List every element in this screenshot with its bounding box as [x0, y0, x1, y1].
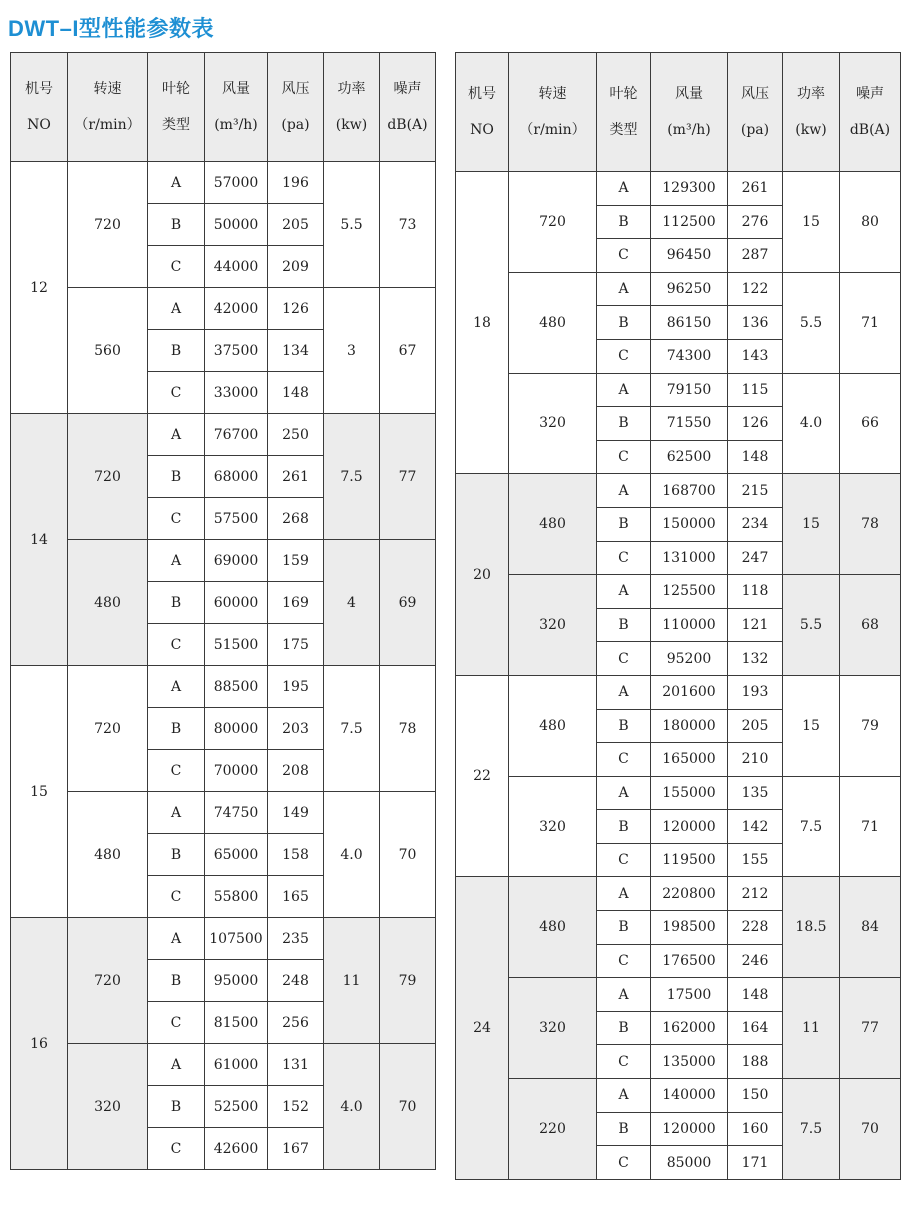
- cell-air-flow: 168700: [651, 474, 728, 508]
- cell-air-flow: 51500: [205, 624, 268, 666]
- cell-pressure: 234: [728, 507, 783, 541]
- header-speed-line1: 转速: [538, 86, 567, 102]
- cell-air-flow: 140000: [651, 1079, 728, 1113]
- cell-impeller-type: A: [597, 877, 651, 911]
- cell-noise: 77: [380, 414, 436, 540]
- header-row: [11, 53, 436, 162]
- cell-pressure: 247: [728, 541, 783, 575]
- cell-impeller-type: B: [148, 330, 205, 372]
- table-row: [456, 776, 901, 810]
- table-row: [456, 474, 901, 508]
- cell-air-flow: 65000: [205, 834, 268, 876]
- cell-impeller-type: A: [597, 373, 651, 407]
- cell-impeller-type: A: [148, 162, 205, 204]
- cell-noise: 73: [380, 162, 436, 288]
- cell-pressure: 228: [728, 911, 783, 945]
- cell-noise: 79: [380, 918, 436, 1044]
- cell-pressure: 118: [728, 575, 783, 609]
- cell-air-flow: 69000: [205, 540, 268, 582]
- cell-pressure: 115: [728, 373, 783, 407]
- cell-air-flow: 176500: [651, 944, 728, 978]
- cell-air-flow: 125500: [651, 575, 728, 609]
- cell-air-flow: 50000: [205, 204, 268, 246]
- header-row: [456, 53, 901, 172]
- cell-power: 4.0: [324, 1044, 380, 1170]
- cell-pressure: 268: [268, 498, 324, 540]
- cell-air-flow: 155000: [651, 776, 728, 810]
- cell-air-flow: 120000: [651, 1112, 728, 1146]
- cell-pressure: 131: [268, 1044, 324, 1086]
- header-power: [783, 53, 840, 172]
- cell-impeller-type: B: [148, 708, 205, 750]
- cell-impeller-type: B: [597, 1011, 651, 1045]
- table-row: [456, 172, 901, 206]
- cell-air-flow: 17500: [651, 978, 728, 1012]
- header-impeller-type-line1: 叶轮: [162, 81, 190, 97]
- cell-speed: 320: [509, 373, 597, 474]
- cell-impeller-type: B: [597, 407, 651, 441]
- cell-air-flow: 150000: [651, 507, 728, 541]
- cell-impeller-type: C: [597, 642, 651, 676]
- cell-machine-no: 12: [11, 162, 68, 414]
- header-impeller-type: [597, 53, 651, 172]
- cell-noise: 67: [380, 288, 436, 414]
- cell-air-flow: 60000: [205, 582, 268, 624]
- cell-pressure: 261: [728, 172, 783, 206]
- cell-pressure: 276: [728, 205, 783, 239]
- cell-air-flow: 96450: [651, 239, 728, 273]
- cell-noise: 68: [840, 575, 901, 676]
- cell-pressure: 134: [268, 330, 324, 372]
- cell-pressure: 287: [728, 239, 783, 273]
- cell-pressure: 235: [268, 918, 324, 960]
- cell-speed: 480: [509, 877, 597, 978]
- cell-air-flow: 107500: [205, 918, 268, 960]
- cell-noise: 79: [840, 675, 901, 776]
- cell-noise: 70: [380, 792, 436, 918]
- cell-air-flow: 79150: [651, 373, 728, 407]
- cell-pressure: 203: [268, 708, 324, 750]
- cell-power: 11: [783, 978, 840, 1079]
- cell-pressure: 195: [268, 666, 324, 708]
- header-pressure: [728, 53, 783, 172]
- header-noise-line2: dB(A): [387, 117, 428, 133]
- header-pressure-line1: 风压: [741, 86, 769, 102]
- cell-power: 11: [324, 918, 380, 1044]
- cell-impeller-type: C: [148, 1128, 205, 1170]
- cell-impeller-type: A: [148, 792, 205, 834]
- cell-power: 5.5: [783, 272, 840, 373]
- cell-speed: 320: [509, 575, 597, 676]
- cell-air-flow: 57000: [205, 162, 268, 204]
- cell-impeller-type: A: [597, 272, 651, 306]
- cell-impeller-type: A: [597, 474, 651, 508]
- cell-speed: 220: [509, 1079, 597, 1180]
- table-row: [456, 373, 901, 407]
- cell-impeller-type: B: [148, 456, 205, 498]
- header-noise-line2: dB(A): [849, 122, 891, 138]
- cell-pressure: 155: [728, 843, 783, 877]
- cell-impeller-type: A: [148, 666, 205, 708]
- cell-pressure: 193: [728, 675, 783, 709]
- cell-impeller-type: C: [597, 843, 651, 877]
- header-power-line1: 功率: [337, 81, 366, 97]
- cell-air-flow: 44000: [205, 246, 268, 288]
- cell-pressure: 121: [728, 608, 783, 642]
- cell-impeller-type: C: [597, 339, 651, 373]
- table-row: [11, 288, 436, 330]
- header-no-line2: NO: [27, 117, 51, 133]
- cell-air-flow: 201600: [651, 675, 728, 709]
- header-noise: [380, 53, 436, 162]
- cell-pressure: 135: [728, 776, 783, 810]
- cell-air-flow: 198500: [651, 911, 728, 945]
- cell-air-flow: 68000: [205, 456, 268, 498]
- cell-pressure: 175: [268, 624, 324, 666]
- header-power: [324, 53, 380, 162]
- header-impeller-type: [148, 53, 205, 162]
- cell-impeller-type: A: [148, 288, 205, 330]
- cell-noise: 69: [380, 540, 436, 666]
- cell-speed: 320: [509, 776, 597, 877]
- cell-air-flow: 52500: [205, 1086, 268, 1128]
- cell-air-flow: 74750: [205, 792, 268, 834]
- header-no-line2: NO: [470, 122, 494, 138]
- cell-speed: 480: [509, 474, 597, 575]
- table-row: [456, 575, 901, 609]
- cell-impeller-type: A: [597, 172, 651, 206]
- cell-pressure: 152: [268, 1086, 324, 1128]
- cell-power: 18.5: [783, 877, 840, 978]
- cell-impeller-type: B: [148, 582, 205, 624]
- cell-air-flow: 120000: [651, 810, 728, 844]
- cell-impeller-type: B: [597, 507, 651, 541]
- header-noise-line1: 噪声: [393, 81, 422, 97]
- cell-speed: 480: [509, 675, 597, 776]
- cell-impeller-type: B: [148, 204, 205, 246]
- cell-air-flow: 110000: [651, 608, 728, 642]
- cell-power: 3: [324, 288, 380, 414]
- cell-speed: 720: [68, 162, 148, 288]
- cell-impeller-type: A: [597, 776, 651, 810]
- table-row: [11, 414, 436, 456]
- cell-pressure: 136: [728, 306, 783, 340]
- header-noise-line1: 噪声: [856, 86, 884, 102]
- cell-pressure: 143: [728, 339, 783, 373]
- header-air-flow-line1: 风量: [222, 81, 250, 97]
- cell-pressure: 148: [268, 372, 324, 414]
- cell-noise: 78: [380, 666, 436, 792]
- cell-pressure: 150: [728, 1079, 783, 1113]
- cell-power: 15: [783, 172, 840, 273]
- cell-impeller-type: C: [148, 876, 205, 918]
- cell-pressure: 246: [728, 944, 783, 978]
- cell-impeller-type: A: [597, 1079, 651, 1113]
- cell-impeller-type: B: [597, 911, 651, 945]
- table-row: [11, 540, 436, 582]
- cell-impeller-type: B: [148, 834, 205, 876]
- cell-pressure: 149: [268, 792, 324, 834]
- cell-air-flow: 220800: [651, 877, 728, 911]
- cell-speed: 480: [68, 792, 148, 918]
- cell-power: 7.5: [783, 1079, 840, 1180]
- cell-air-flow: 55800: [205, 876, 268, 918]
- header-impeller-type-line1: 叶轮: [609, 86, 638, 102]
- table-row: [11, 792, 436, 834]
- cell-machine-no: 20: [456, 474, 509, 676]
- cell-pressure: 261: [268, 456, 324, 498]
- header-speed: [509, 53, 597, 172]
- cell-pressure: 215: [728, 474, 783, 508]
- table-row: [11, 918, 436, 960]
- cell-speed: 720: [68, 918, 148, 1044]
- cell-air-flow: 88500: [205, 666, 268, 708]
- cell-pressure: 208: [268, 750, 324, 792]
- cell-speed: 560: [68, 288, 148, 414]
- performance-table-right: [455, 52, 901, 1180]
- cell-air-flow: 129300: [651, 172, 728, 206]
- cell-impeller-type: B: [148, 960, 205, 1002]
- cell-pressure: 159: [268, 540, 324, 582]
- cell-machine-no: 14: [11, 414, 68, 666]
- cell-pressure: 256: [268, 1002, 324, 1044]
- cell-air-flow: 86150: [651, 306, 728, 340]
- cell-pressure: 122: [728, 272, 783, 306]
- cell-noise: 78: [840, 474, 901, 575]
- cell-impeller-type: B: [148, 1086, 205, 1128]
- cell-power: 7.5: [324, 666, 380, 792]
- header-pressure-line2: (pa): [740, 122, 770, 138]
- header-no-line1: 机号: [25, 81, 53, 97]
- cell-noise: 70: [380, 1044, 436, 1170]
- cell-speed: 720: [509, 172, 597, 273]
- header-air-flow: [651, 53, 728, 172]
- cell-pressure: 250: [268, 414, 324, 456]
- header-impeller-type-line2: 类型: [162, 117, 190, 133]
- cell-machine-no: 22: [456, 675, 509, 877]
- cell-air-flow: 33000: [205, 372, 268, 414]
- cell-air-flow: 71550: [651, 407, 728, 441]
- cell-power: 15: [783, 474, 840, 575]
- header-pressure: [268, 53, 324, 162]
- cell-pressure: 196: [268, 162, 324, 204]
- cell-air-flow: 62500: [651, 440, 728, 474]
- cell-machine-no: 15: [11, 666, 68, 918]
- cell-air-flow: 119500: [651, 843, 728, 877]
- cell-pressure: 126: [268, 288, 324, 330]
- cell-impeller-type: B: [597, 1112, 651, 1146]
- cell-noise: 71: [840, 272, 901, 373]
- cell-impeller-type: C: [597, 944, 651, 978]
- cell-air-flow: 131000: [651, 541, 728, 575]
- cell-pressure: 132: [728, 642, 783, 676]
- header-no-line1: 机号: [468, 86, 496, 102]
- header-speed-line2: （r/min）: [74, 117, 141, 133]
- cell-air-flow: 85000: [651, 1146, 728, 1180]
- header-speed-line1: 转速: [93, 81, 122, 97]
- header-air-flow-line2: (m³/h): [667, 122, 711, 138]
- table-row: [456, 1079, 901, 1113]
- cell-impeller-type: A: [148, 1044, 205, 1086]
- cell-impeller-type: B: [597, 810, 651, 844]
- cell-pressure: 248: [268, 960, 324, 1002]
- cell-pressure: 210: [728, 743, 783, 777]
- table-row: [456, 675, 901, 709]
- cell-pressure: 148: [728, 978, 783, 1012]
- cell-impeller-type: C: [148, 372, 205, 414]
- cell-power: 4: [324, 540, 380, 666]
- cell-air-flow: 95000: [205, 960, 268, 1002]
- cell-pressure: 169: [268, 582, 324, 624]
- cell-air-flow: 162000: [651, 1011, 728, 1045]
- cell-machine-no: 16: [11, 918, 68, 1170]
- table-row: [456, 272, 901, 306]
- header-pressure-line1: 风压: [281, 81, 310, 97]
- cell-air-flow: 96250: [651, 272, 728, 306]
- cell-pressure: 188: [728, 1045, 783, 1079]
- cell-pressure: 148: [728, 440, 783, 474]
- cell-air-flow: 70000: [205, 750, 268, 792]
- performance-table-left: [10, 52, 436, 1170]
- cell-impeller-type: A: [148, 414, 205, 456]
- cell-pressure: 205: [268, 204, 324, 246]
- table-row: [11, 1044, 436, 1086]
- cell-air-flow: 165000: [651, 743, 728, 777]
- cell-impeller-type: C: [148, 498, 205, 540]
- cell-speed: 480: [509, 272, 597, 373]
- cell-speed: 720: [68, 414, 148, 540]
- cell-impeller-type: C: [148, 1002, 205, 1044]
- cell-pressure: 164: [728, 1011, 783, 1045]
- cell-pressure: 209: [268, 246, 324, 288]
- cell-machine-no: 18: [456, 172, 509, 474]
- cell-impeller-type: B: [597, 205, 651, 239]
- cell-speed: 720: [68, 666, 148, 792]
- cell-air-flow: 76700: [205, 414, 268, 456]
- header-power-line2: (kw): [795, 122, 827, 138]
- cell-noise: 71: [840, 776, 901, 877]
- cell-power: 4.0: [324, 792, 380, 918]
- cell-impeller-type: B: [597, 306, 651, 340]
- cell-speed: 320: [509, 978, 597, 1079]
- cell-pressure: 165: [268, 876, 324, 918]
- cell-impeller-type: C: [597, 541, 651, 575]
- cell-impeller-type: A: [597, 675, 651, 709]
- cell-speed: 480: [68, 540, 148, 666]
- cell-noise: 84: [840, 877, 901, 978]
- cell-impeller-type: A: [597, 575, 651, 609]
- header-impeller-type-line2: 类型: [609, 122, 638, 138]
- cell-impeller-type: A: [148, 540, 205, 582]
- cell-pressure: 171: [728, 1146, 783, 1180]
- cell-air-flow: 57500: [205, 498, 268, 540]
- cell-air-flow: 37500: [205, 330, 268, 372]
- header-pressure-line2: (pa): [281, 117, 310, 133]
- header-noise: [840, 53, 901, 172]
- cell-impeller-type: C: [597, 743, 651, 777]
- table-row: [11, 666, 436, 708]
- header-power-line1: 功率: [797, 86, 825, 102]
- cell-pressure: 158: [268, 834, 324, 876]
- cell-impeller-type: C: [148, 246, 205, 288]
- cell-impeller-type: C: [148, 750, 205, 792]
- header-air-flow: [205, 53, 268, 162]
- cell-impeller-type: B: [597, 608, 651, 642]
- cell-air-flow: 81500: [205, 1002, 268, 1044]
- cell-impeller-type: A: [597, 978, 651, 1012]
- cell-power: 5.5: [783, 575, 840, 676]
- header-air-flow-line2: (m³/h): [214, 117, 258, 133]
- page-title: DWT–I型性能参数表: [8, 16, 214, 41]
- cell-noise: 77: [840, 978, 901, 1079]
- cell-pressure: 167: [268, 1128, 324, 1170]
- cell-air-flow: 74300: [651, 339, 728, 373]
- cell-air-flow: 135000: [651, 1045, 728, 1079]
- cell-air-flow: 95200: [651, 642, 728, 676]
- table-row: [11, 162, 436, 204]
- header-speed: [68, 53, 148, 162]
- cell-pressure: 126: [728, 407, 783, 441]
- cell-power: 15: [783, 675, 840, 776]
- cell-pressure: 142: [728, 810, 783, 844]
- table-row: [456, 978, 901, 1012]
- cell-impeller-type: A: [148, 918, 205, 960]
- cell-power: 7.5: [324, 414, 380, 540]
- cell-air-flow: 61000: [205, 1044, 268, 1086]
- header-no: [456, 53, 509, 172]
- cell-noise: 80: [840, 172, 901, 273]
- cell-air-flow: 112500: [651, 205, 728, 239]
- header-air-flow-line1: 风量: [675, 86, 703, 102]
- cell-air-flow: 180000: [651, 709, 728, 743]
- cell-impeller-type: C: [597, 1045, 651, 1079]
- cell-noise: 70: [840, 1079, 901, 1180]
- header-power-line2: (kw): [335, 117, 368, 133]
- cell-air-flow: 42000: [205, 288, 268, 330]
- cell-pressure: 160: [728, 1112, 783, 1146]
- cell-impeller-type: C: [597, 1146, 651, 1180]
- cell-power: 4.0: [783, 373, 840, 474]
- cell-air-flow: 80000: [205, 708, 268, 750]
- cell-noise: 66: [840, 373, 901, 474]
- header-no: [11, 53, 68, 162]
- cell-air-flow: 42600: [205, 1128, 268, 1170]
- cell-speed: 320: [68, 1044, 148, 1170]
- cell-machine-no: 24: [456, 877, 509, 1179]
- table-row: [456, 877, 901, 911]
- header-speed-line2: （r/min）: [519, 122, 586, 138]
- cell-impeller-type: C: [597, 440, 651, 474]
- cell-pressure: 205: [728, 709, 783, 743]
- cell-pressure: 212: [728, 877, 783, 911]
- cell-impeller-type: B: [597, 709, 651, 743]
- cell-impeller-type: C: [148, 624, 205, 666]
- cell-power: 5.5: [324, 162, 380, 288]
- cell-power: 7.5: [783, 776, 840, 877]
- cell-impeller-type: C: [597, 239, 651, 273]
